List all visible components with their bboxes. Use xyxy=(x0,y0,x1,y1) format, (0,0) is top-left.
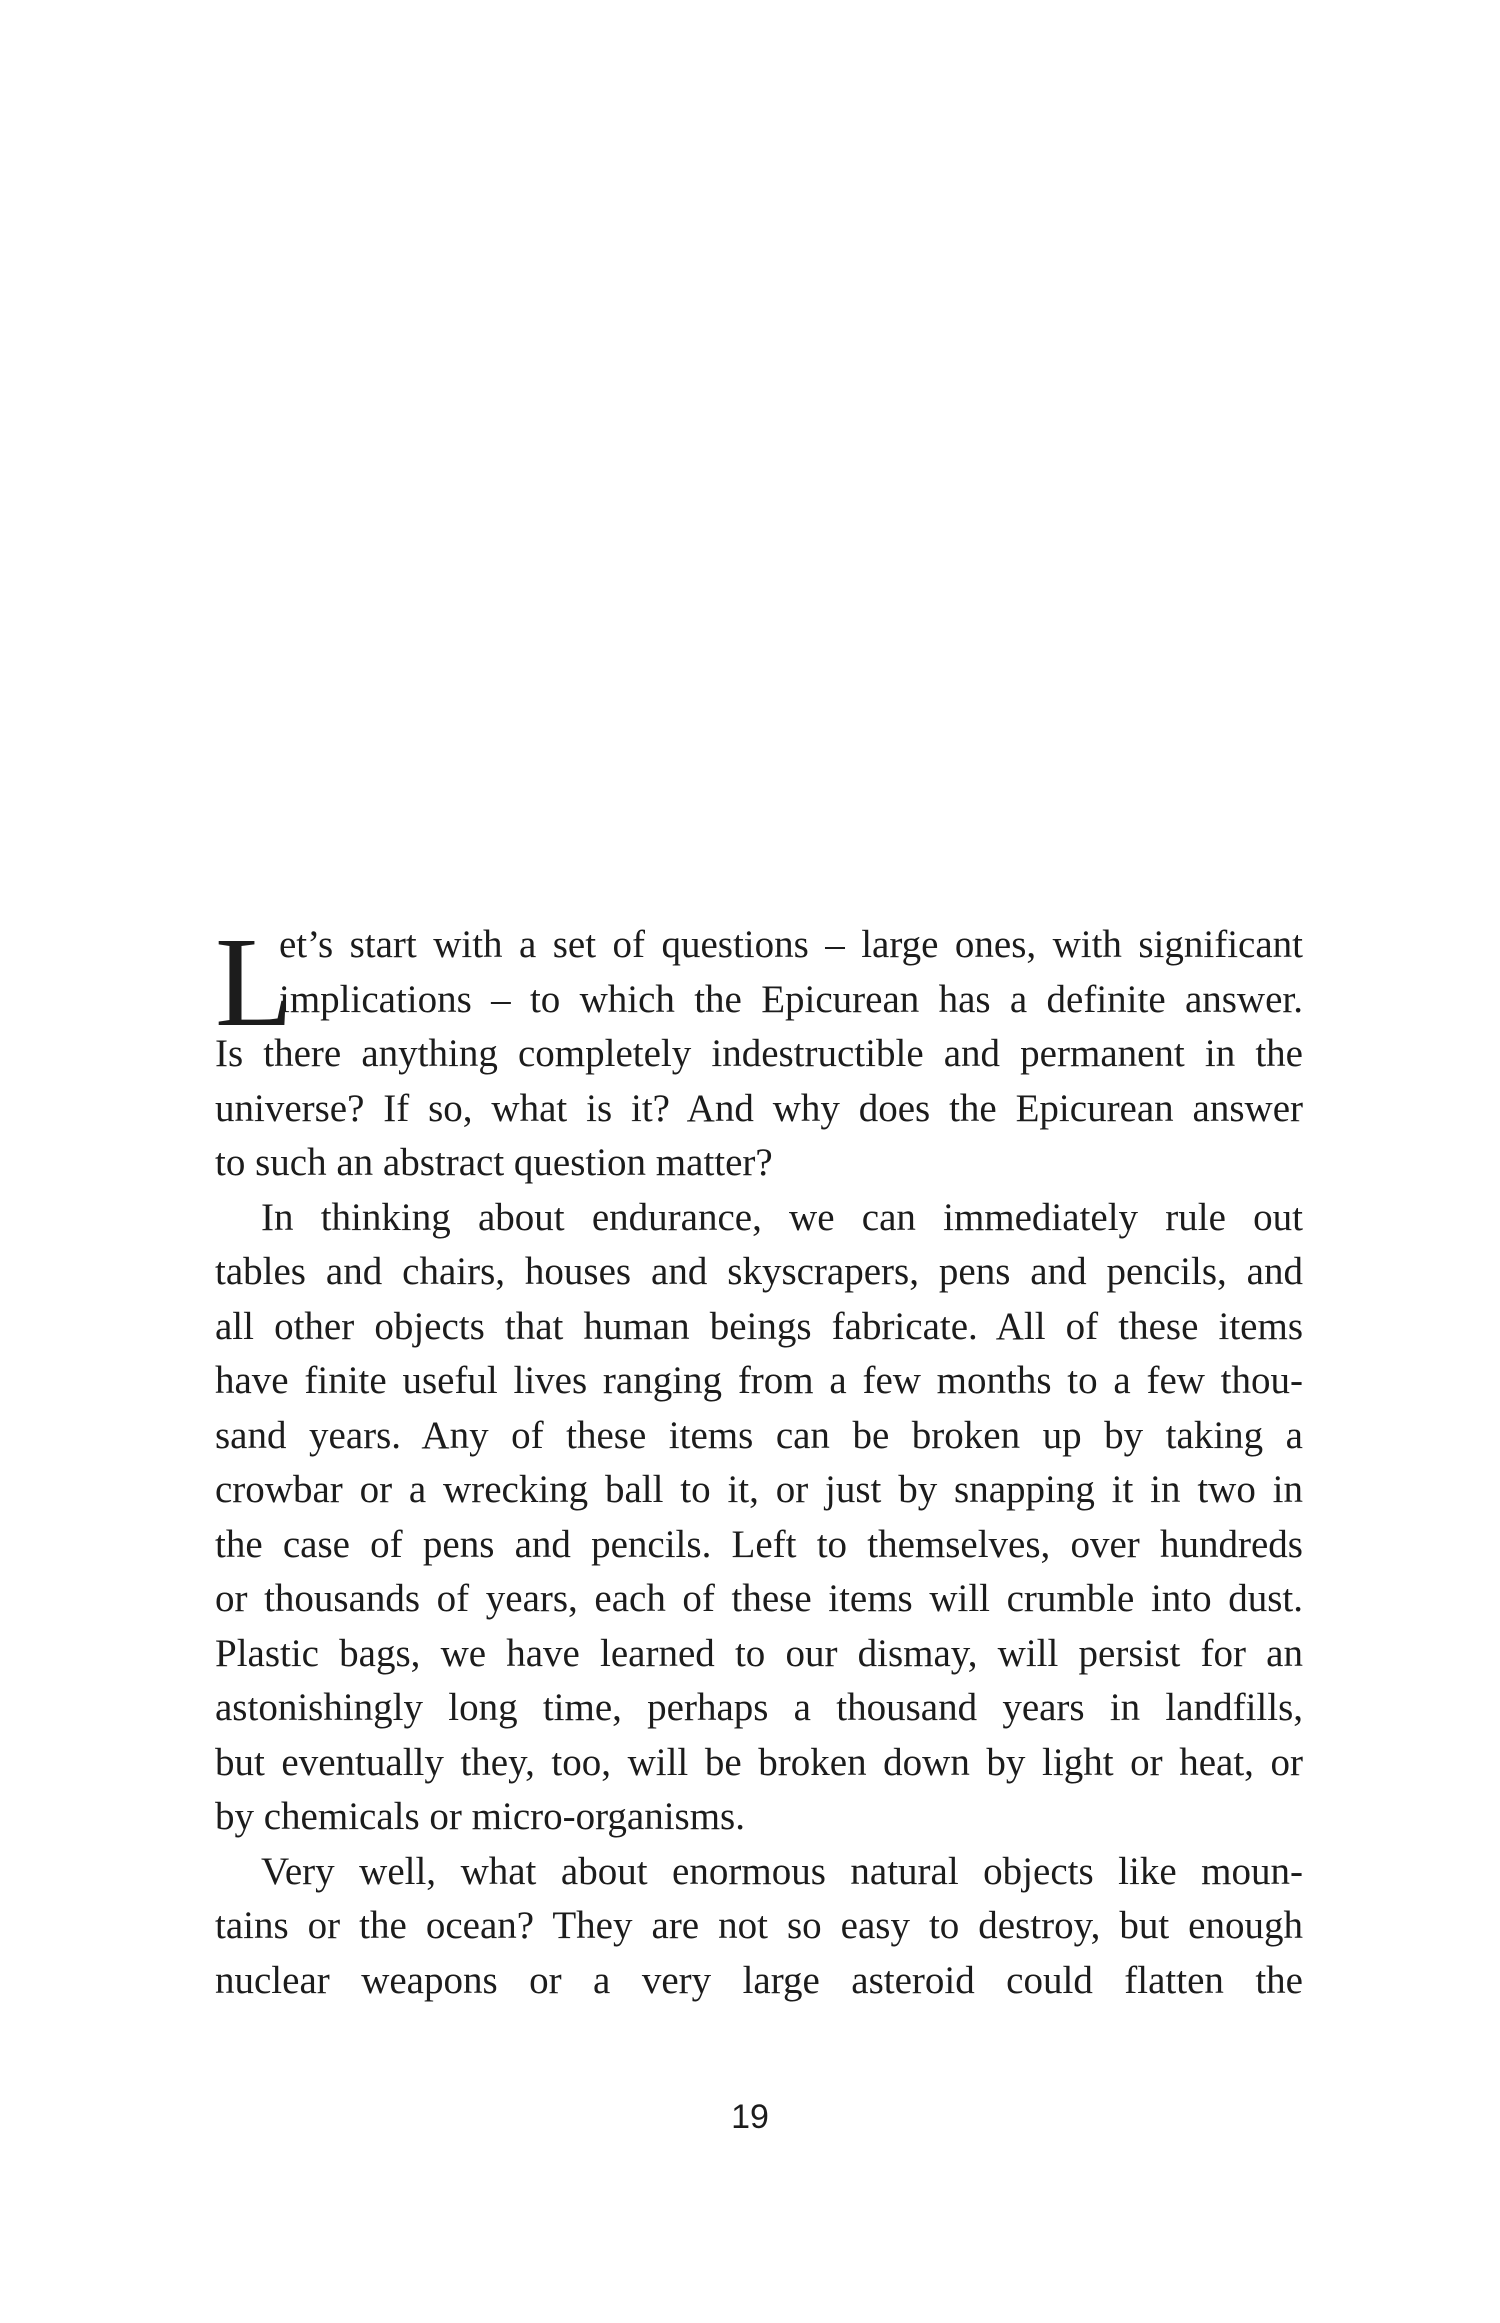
text-line: In thinking about endurance, we can immediately rule out xyxy=(261,1195,1303,1239)
drop-cap: L xyxy=(215,911,294,1053)
text-line: but eventually they, too, will be broken down by light or heat, or xyxy=(215,1740,1303,1784)
text-line: all other objects that human beings fabricate. All of these items xyxy=(215,1304,1303,1348)
text-line: Very well, what about enormous natural objects like moun- xyxy=(261,1849,1303,1893)
body-text xyxy=(215,911,1303,2008)
text-line: Plastic bags, we have learned to our dismay, will persist for an xyxy=(215,1631,1303,1675)
text-line: nuclear weapons or a very large asteroid could flatten the xyxy=(215,1958,1303,2002)
text-line: astonishingly long time, perhaps a thousand years in landfills, xyxy=(215,1686,1303,1729)
text-line: to such an abstract question matter? xyxy=(215,1141,773,1184)
text-line: universe? If so, what is it? And why does the Epicurean answer xyxy=(215,1086,1303,1130)
text-line: the case of pens and pencils. Left to themselves, over hundreds xyxy=(215,1522,1303,1566)
text-line: tables and chairs, houses and skyscrapers, pens and pencils, and xyxy=(215,1250,1303,1293)
text-line: implications – to which the Epicurean has a definite answer. xyxy=(279,977,1303,1021)
text-line: sand years. Any of these items can be broken up by taking a xyxy=(215,1413,1303,1457)
text-line: crowbar or a wrecking ball to it, or just by snapping it in two in xyxy=(215,1468,1303,1511)
page-number: 19 xyxy=(731,2098,769,2136)
text-line: Is there anything completely indestructible and permanent in the xyxy=(215,1032,1303,1075)
text-line: by chemicals or micro-organisms. xyxy=(215,1795,745,1838)
text-line: or thousands of years, each of these items will crumble into dust. xyxy=(215,1577,1303,1620)
text-line: tains or the ocean? They are not so easy to destroy, but enough xyxy=(215,1904,1303,1947)
text-line: et’s start with a set of questions – large ones, with significant xyxy=(279,923,1303,966)
text-line: have finite useful lives ranging from a few months to a few thou- xyxy=(215,1359,1303,1402)
